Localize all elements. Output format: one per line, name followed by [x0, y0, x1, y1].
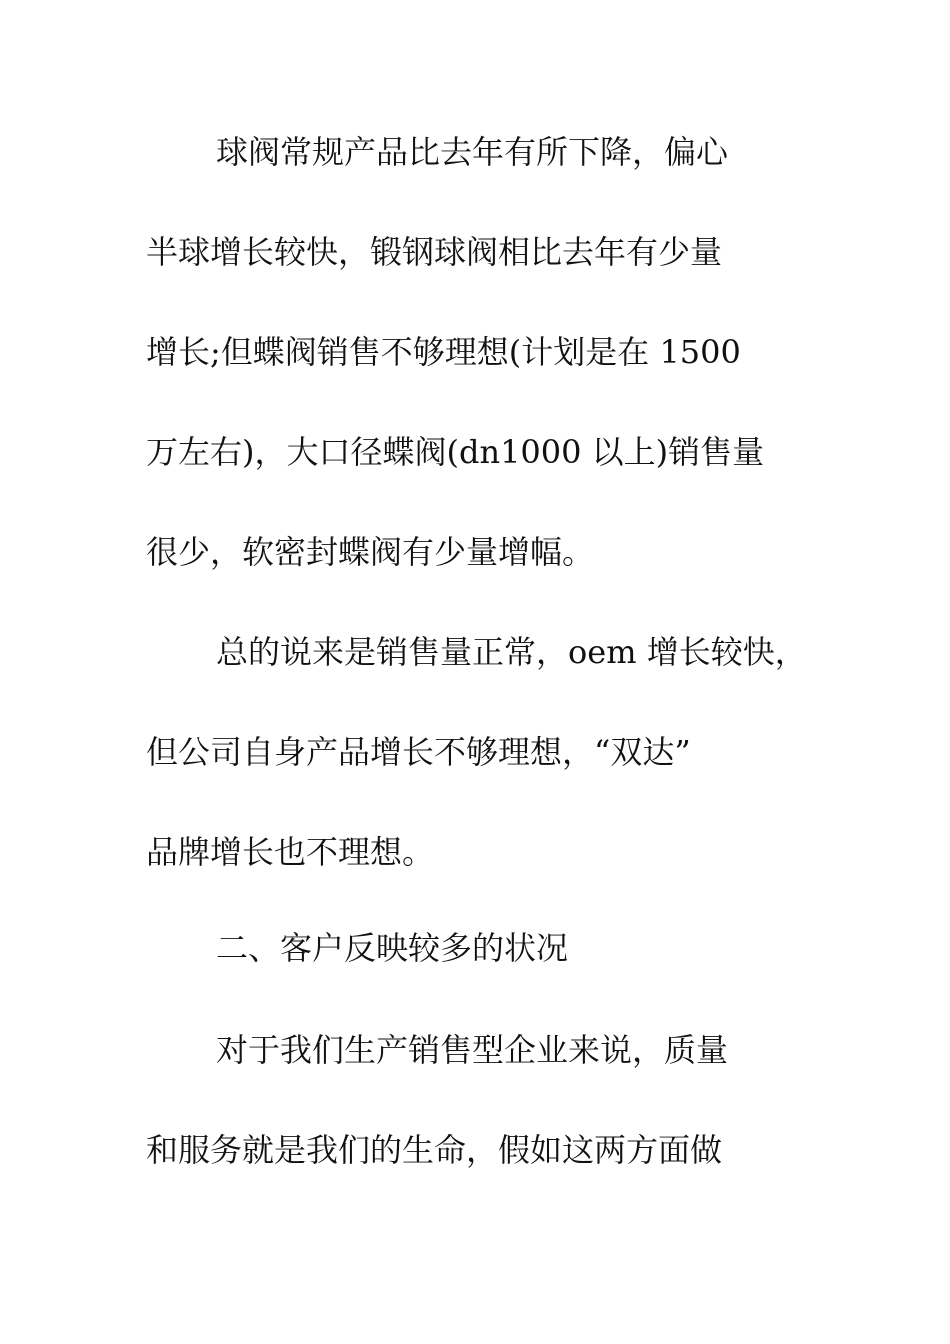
paragraph-line: 半球增长较快，锻钢球阀相比去年有少量 — [146, 233, 723, 271]
paragraph-line: 和服务就是我们的生命，假如这两方面做 — [146, 1131, 723, 1169]
paragraph-line: 品牌增长也不理想。 — [146, 833, 435, 871]
paragraph-line: 很少，软密封蝶阀有少量增幅。 — [146, 533, 595, 571]
paragraph-line: 总的说来是销售量正常，oem 增长较快， — [216, 633, 807, 671]
paragraph-line: 增长;但蝶阀销售不够理想(计划是在 1500 — [146, 333, 741, 371]
paragraph-line: 对于我们生产销售型企业来说，质量 — [216, 1031, 729, 1069]
paragraph-line: 万左右)，大口径蝶阀(dn1000 以上)销售量 — [146, 433, 765, 471]
section-heading: 二、客户反映较多的状况 — [216, 929, 569, 967]
paragraph-line: 但公司自身产品增长不够理想，“双达” — [146, 733, 691, 771]
paragraph-line: 球阀常规产品比去年有所下降，偏心 — [216, 133, 729, 171]
